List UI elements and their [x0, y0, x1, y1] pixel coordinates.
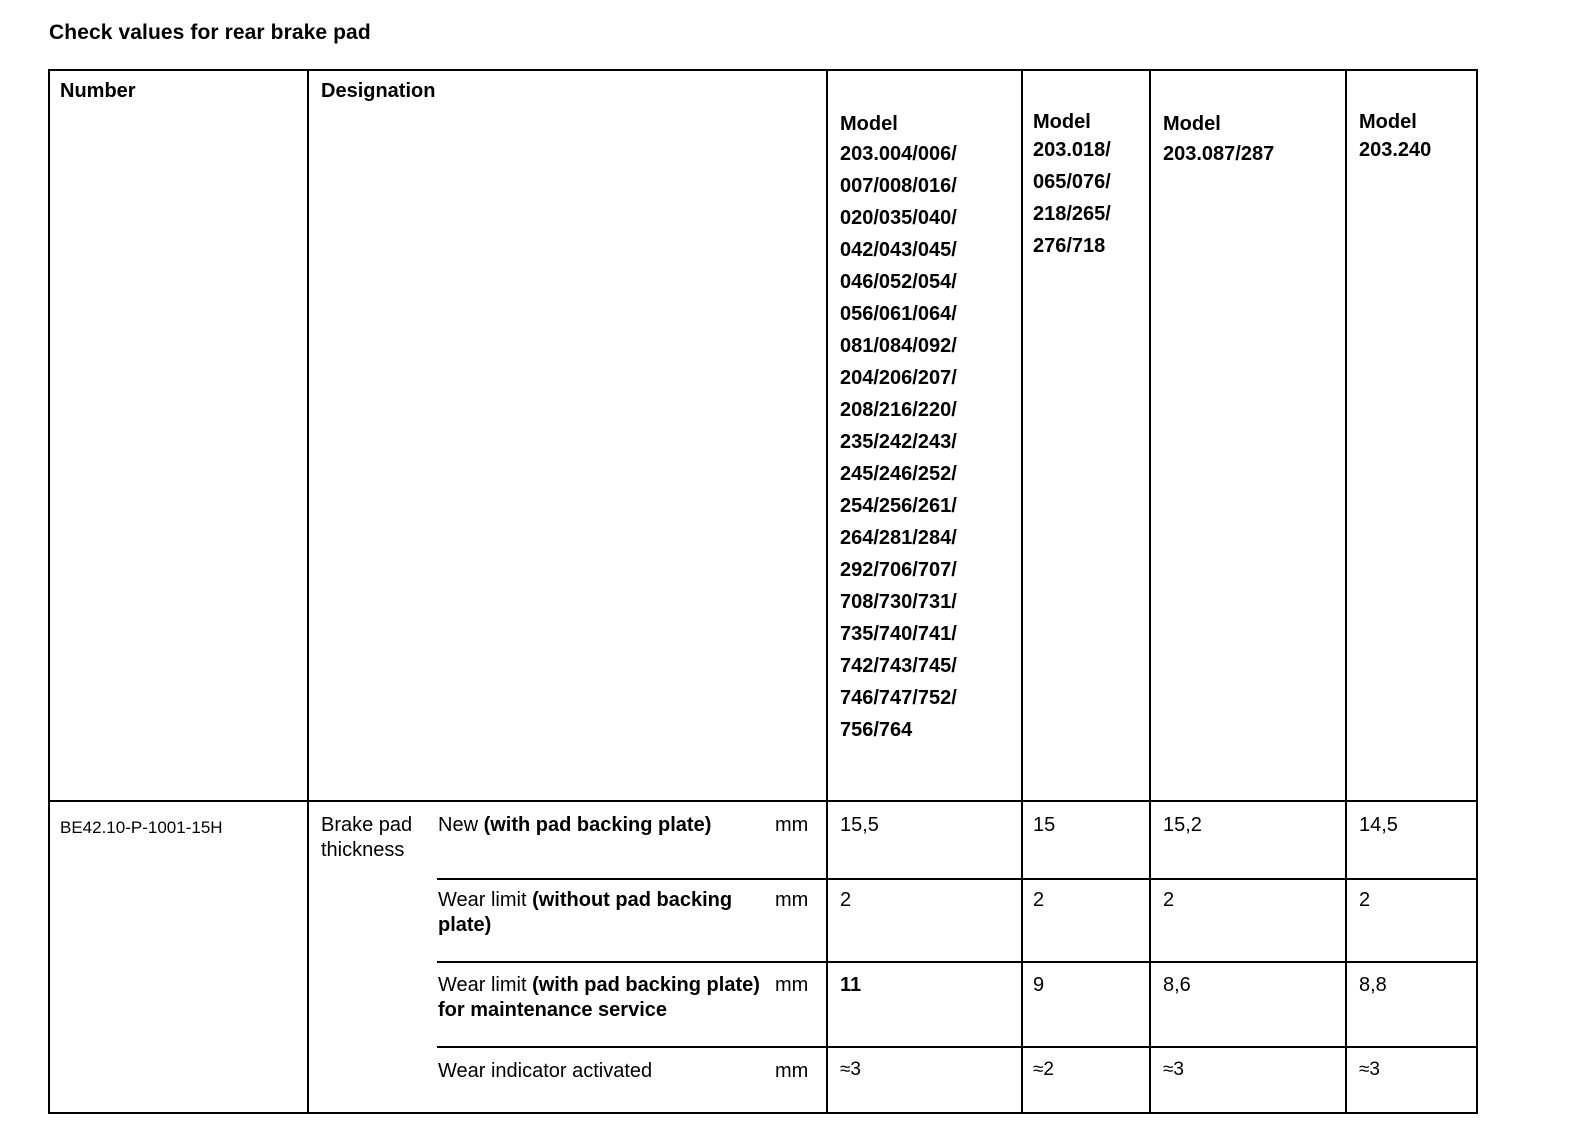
row-divider-2 — [437, 961, 1478, 963]
value-model-3: 8,6 — [1163, 974, 1191, 996]
value-model-2: 9 — [1033, 974, 1045, 996]
table-border-bottom — [48, 1112, 1478, 1114]
model-label: Model — [1163, 113, 1221, 135]
row-number: BE42.10-P-1001-15H — [60, 818, 223, 837]
model-codes: 203.004/006/ 007/008/016/ 020/035/040/ 042/043/045/ 046/052/054/ 056/061/064/ 081/084/092/ 204/206/207/ 208/216/220/ 235/242/243/ 245/246/252/ 254/256/261/ 264/281/284/ 292/706/707/ 708/730/731/ 735/740/741/ 742/743/745/ 746/747/752/ 756/764 — [840, 143, 957, 741]
value-model-2: 2 — [1033, 889, 1045, 911]
unit-label: mm — [775, 974, 809, 996]
row-divider-3 — [437, 1046, 1478, 1048]
model-codes: 203.240 — [1359, 139, 1432, 161]
model-label: Model — [1359, 111, 1417, 133]
header-model-3 — [1163, 78, 1274, 170]
sub-row-label: New (with pad backing plate) — [438, 814, 712, 836]
table-border-left — [48, 69, 50, 1114]
row-divider-1 — [437, 878, 1478, 880]
value-model-4: ≈3 — [1359, 1059, 1380, 1080]
header-model-1 — [840, 78, 957, 746]
table-border-right — [1476, 69, 1478, 1114]
col-divider-number — [307, 69, 309, 1114]
value-model-4: 2 — [1359, 889, 1371, 911]
col-divider-model-1 — [1021, 69, 1023, 1114]
value-model-4: 14,5 — [1359, 814, 1398, 836]
value-model-1: 11 — [840, 974, 862, 996]
row-designation: Brake pad thickness — [321, 814, 413, 861]
model-label: Model — [1033, 111, 1091, 133]
check-values-table — [48, 69, 1478, 1115]
value-model-2: 15 — [1033, 814, 1056, 836]
sub-row-label: Wear indicator activated — [438, 1060, 653, 1082]
header-divider — [48, 800, 1478, 802]
value-model-2: ≈2 — [1033, 1059, 1054, 1080]
col-divider-model-2 — [1149, 69, 1151, 1114]
unit-label: mm — [775, 814, 809, 836]
page-title: Check values for rear brake pad — [49, 21, 371, 44]
value-model-3: 2 — [1163, 889, 1175, 911]
value-model-3: ≈3 — [1163, 1059, 1184, 1080]
header-model-4 — [1359, 78, 1431, 166]
unit-label: mm — [775, 1060, 809, 1082]
col-divider-model-3 — [1345, 69, 1347, 1114]
header-number: Number — [60, 80, 136, 102]
header-model-2 — [1033, 78, 1111, 262]
value-model-1: 2 — [840, 889, 852, 911]
value-model-1: 15,5 — [840, 814, 879, 836]
table-border-top — [48, 69, 1478, 71]
sub-row-label: Wear limit (with pad backing plate) for maintenance service — [438, 974, 760, 1021]
model-codes: 203.018/ 065/076/ 218/265/ 276/718 — [1033, 139, 1111, 257]
model-codes: 203.087/287 — [1163, 143, 1275, 165]
value-model-1: ≈3 — [840, 1059, 861, 1080]
header-designation: Designation — [321, 80, 436, 102]
unit-label: mm — [775, 889, 809, 911]
col-divider-designation — [826, 69, 828, 1114]
value-model-4: 8,8 — [1359, 974, 1387, 996]
value-model-3: 15,2 — [1163, 814, 1202, 836]
model-label: Model — [840, 113, 898, 135]
sub-row-label: Wear limit (without pad backing plate) — [438, 889, 733, 936]
